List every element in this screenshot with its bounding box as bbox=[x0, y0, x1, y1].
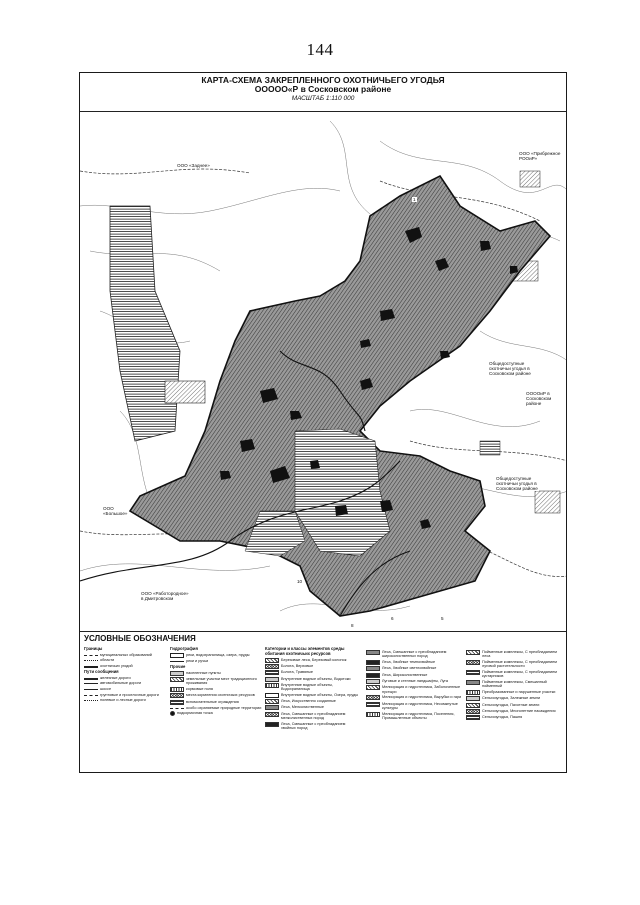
legend-column-habitat-2 bbox=[366, 650, 462, 722]
legend-item: земельные участки мест традиционного проживания bbox=[170, 677, 262, 686]
map-title-block bbox=[80, 73, 566, 112]
legend-item: реки, водохранилища, озера, пруды bbox=[170, 653, 262, 658]
map-title: КАРТА-СХЕМА ЗАКРЕПЛЕННОГО ОХОТНИЧЬЕГО УГОДЬЯ bbox=[201, 75, 445, 85]
legend-item: Леса, Широколиственные bbox=[366, 673, 462, 678]
legend-item: Березовые леса, Березовый колонок bbox=[265, 658, 361, 663]
legend-item: подкормочная точка bbox=[170, 711, 262, 716]
legend-item: Сельхозугодья, Пашня bbox=[466, 715, 564, 720]
legend-item: вспомогательные ограждения bbox=[170, 700, 262, 705]
legend-item: Преобразованные и нарушенные участки bbox=[466, 690, 564, 695]
label-neighbor-bottom-left: ООО «Работородное» в Дмитровском bbox=[141, 591, 189, 602]
legend-item: полевые и лесные дороги bbox=[84, 698, 168, 702]
legend-item: охотничьих угодий bbox=[84, 664, 168, 668]
legend-item: Леса, Смешанные с преобладанием широколиственных пород bbox=[366, 650, 462, 659]
legend-item: железные дороги bbox=[84, 676, 168, 680]
label-number-6: 6 bbox=[391, 616, 394, 621]
map-subtitle: ООООО«Р в Сосковском районе bbox=[254, 83, 392, 94]
map-sheet bbox=[79, 72, 567, 773]
label-neighbor-top-left: ООО «Заднее» bbox=[177, 163, 210, 168]
legend-header-other: Прочие bbox=[170, 663, 186, 669]
legend-item: места кормления охотничьих ресурсов bbox=[170, 693, 262, 698]
label-number-10: 10 bbox=[297, 579, 303, 584]
legend-header-roads: Пути сообщения bbox=[84, 668, 119, 674]
legend-column-boundaries bbox=[84, 646, 168, 704]
legend-item: Пойменные комплексы, С преобладанием кустарников bbox=[466, 670, 564, 679]
page-number: 144 bbox=[306, 40, 334, 59]
legend-item: Луговые и степные ландшафты, Луга bbox=[366, 679, 462, 684]
legend-item: области bbox=[84, 658, 168, 662]
legend-item: Болота, Травяные bbox=[265, 670, 361, 675]
legend-item: Мелиорация и гидротехника, Заболоченные пустыри bbox=[366, 685, 462, 694]
legend-item: Мелиорация и гидротехника, Несомкнутые культуры bbox=[366, 702, 462, 711]
legend-item: Болота, Верховые bbox=[265, 664, 361, 669]
label-public-grounds-2: Общедоступные охотничьи угодья в Сосковском районе bbox=[496, 476, 538, 492]
legend-header-habitat: Категории и классы элементов среды обитания охотничьих ресурсов bbox=[265, 646, 345, 656]
legend-item: автомобильные дороги bbox=[84, 681, 168, 685]
legend-item: шоссе bbox=[84, 687, 168, 691]
legend-item: реки и ручьи bbox=[170, 659, 262, 663]
legend-column-hydrography bbox=[170, 646, 262, 718]
label-number-1: 1 bbox=[413, 197, 416, 202]
legend-item: кормовые поля bbox=[170, 687, 262, 692]
label-number-5: 5 bbox=[441, 616, 444, 621]
legend-item: Внутренние водные объекты, Озера, пруды bbox=[265, 693, 361, 698]
legend-item: населенные пункты bbox=[170, 671, 262, 676]
label-neighbor-left: ООО «Большое» bbox=[103, 506, 128, 517]
map-area bbox=[80, 111, 566, 631]
legend-item: особо охраняемые природные территории bbox=[170, 706, 262, 710]
legend-header-hydrography: Гидрография bbox=[170, 646, 198, 651]
left-strip-territory bbox=[110, 206, 205, 441]
legend-item: муниципальных образований bbox=[84, 653, 168, 657]
legend-item: Леса, Смешанные с преобладанием хвойных пород bbox=[265, 722, 361, 731]
right-territory-patches bbox=[480, 171, 560, 513]
legend-item: Мелиорация и гидротехника, Вырубки и гари bbox=[366, 695, 462, 700]
legend-column-habitat-1 bbox=[265, 646, 361, 732]
label-public-grounds-1: Общедоступные охотничьи угодья в Сосковском районе bbox=[489, 361, 531, 377]
label-number-8: 8 bbox=[351, 623, 354, 628]
legend-item: Леса, Смешанные с преобладанием мелколиственных пород bbox=[265, 712, 361, 721]
legend-item: Пойменные комплексы, С преобладанием луговой растительности bbox=[466, 660, 564, 669]
legend-item: Сельхозугодья, Залежные земли bbox=[466, 696, 564, 701]
legend-item: Сельхозугодья, Многолетние насаждения bbox=[466, 709, 564, 714]
label-neighbor-top-right: ООО «Прибрежное РООиР» bbox=[519, 151, 561, 162]
legend-column-habitat-3 bbox=[466, 650, 564, 722]
legend-item: Леса, Хвойные темнохвойные bbox=[366, 660, 462, 665]
legend-item: Мелиорация и гидротехника, Поселения, Промышленные объекты bbox=[366, 712, 462, 721]
legend bbox=[80, 631, 566, 773]
legend-item: Леса, Искусственно созданные bbox=[265, 699, 361, 704]
legend-item: Пойменные комплексы, С преобладанием леса bbox=[466, 650, 564, 659]
legend-item: Сельхозугодья, Пахотные земли bbox=[466, 703, 564, 708]
legend-item: Пойменные комплексы, Смешанный пойменный bbox=[466, 680, 564, 689]
legend-title: УСЛОВНЫЕ ОБОЗНАЧЕНИЯ bbox=[84, 634, 196, 643]
legend-item: Леса, Хвойные светлохвойные bbox=[366, 666, 462, 671]
legend-item: Внутренние водные объекты, Водотоки bbox=[265, 677, 361, 682]
legend-item: Леса, Мелколиственные bbox=[265, 705, 361, 710]
map-scale: МАСШТАБ 1:110 000 bbox=[291, 94, 355, 102]
label-hunting-society: ООООиР в Сосковском районе bbox=[526, 391, 552, 407]
legend-item: Внутренние водные объекты, Водохранилища bbox=[265, 683, 361, 692]
legend-item: грунтовые и проселочные дороги bbox=[84, 693, 168, 697]
legend-header-boundaries: Границы bbox=[84, 646, 103, 651]
